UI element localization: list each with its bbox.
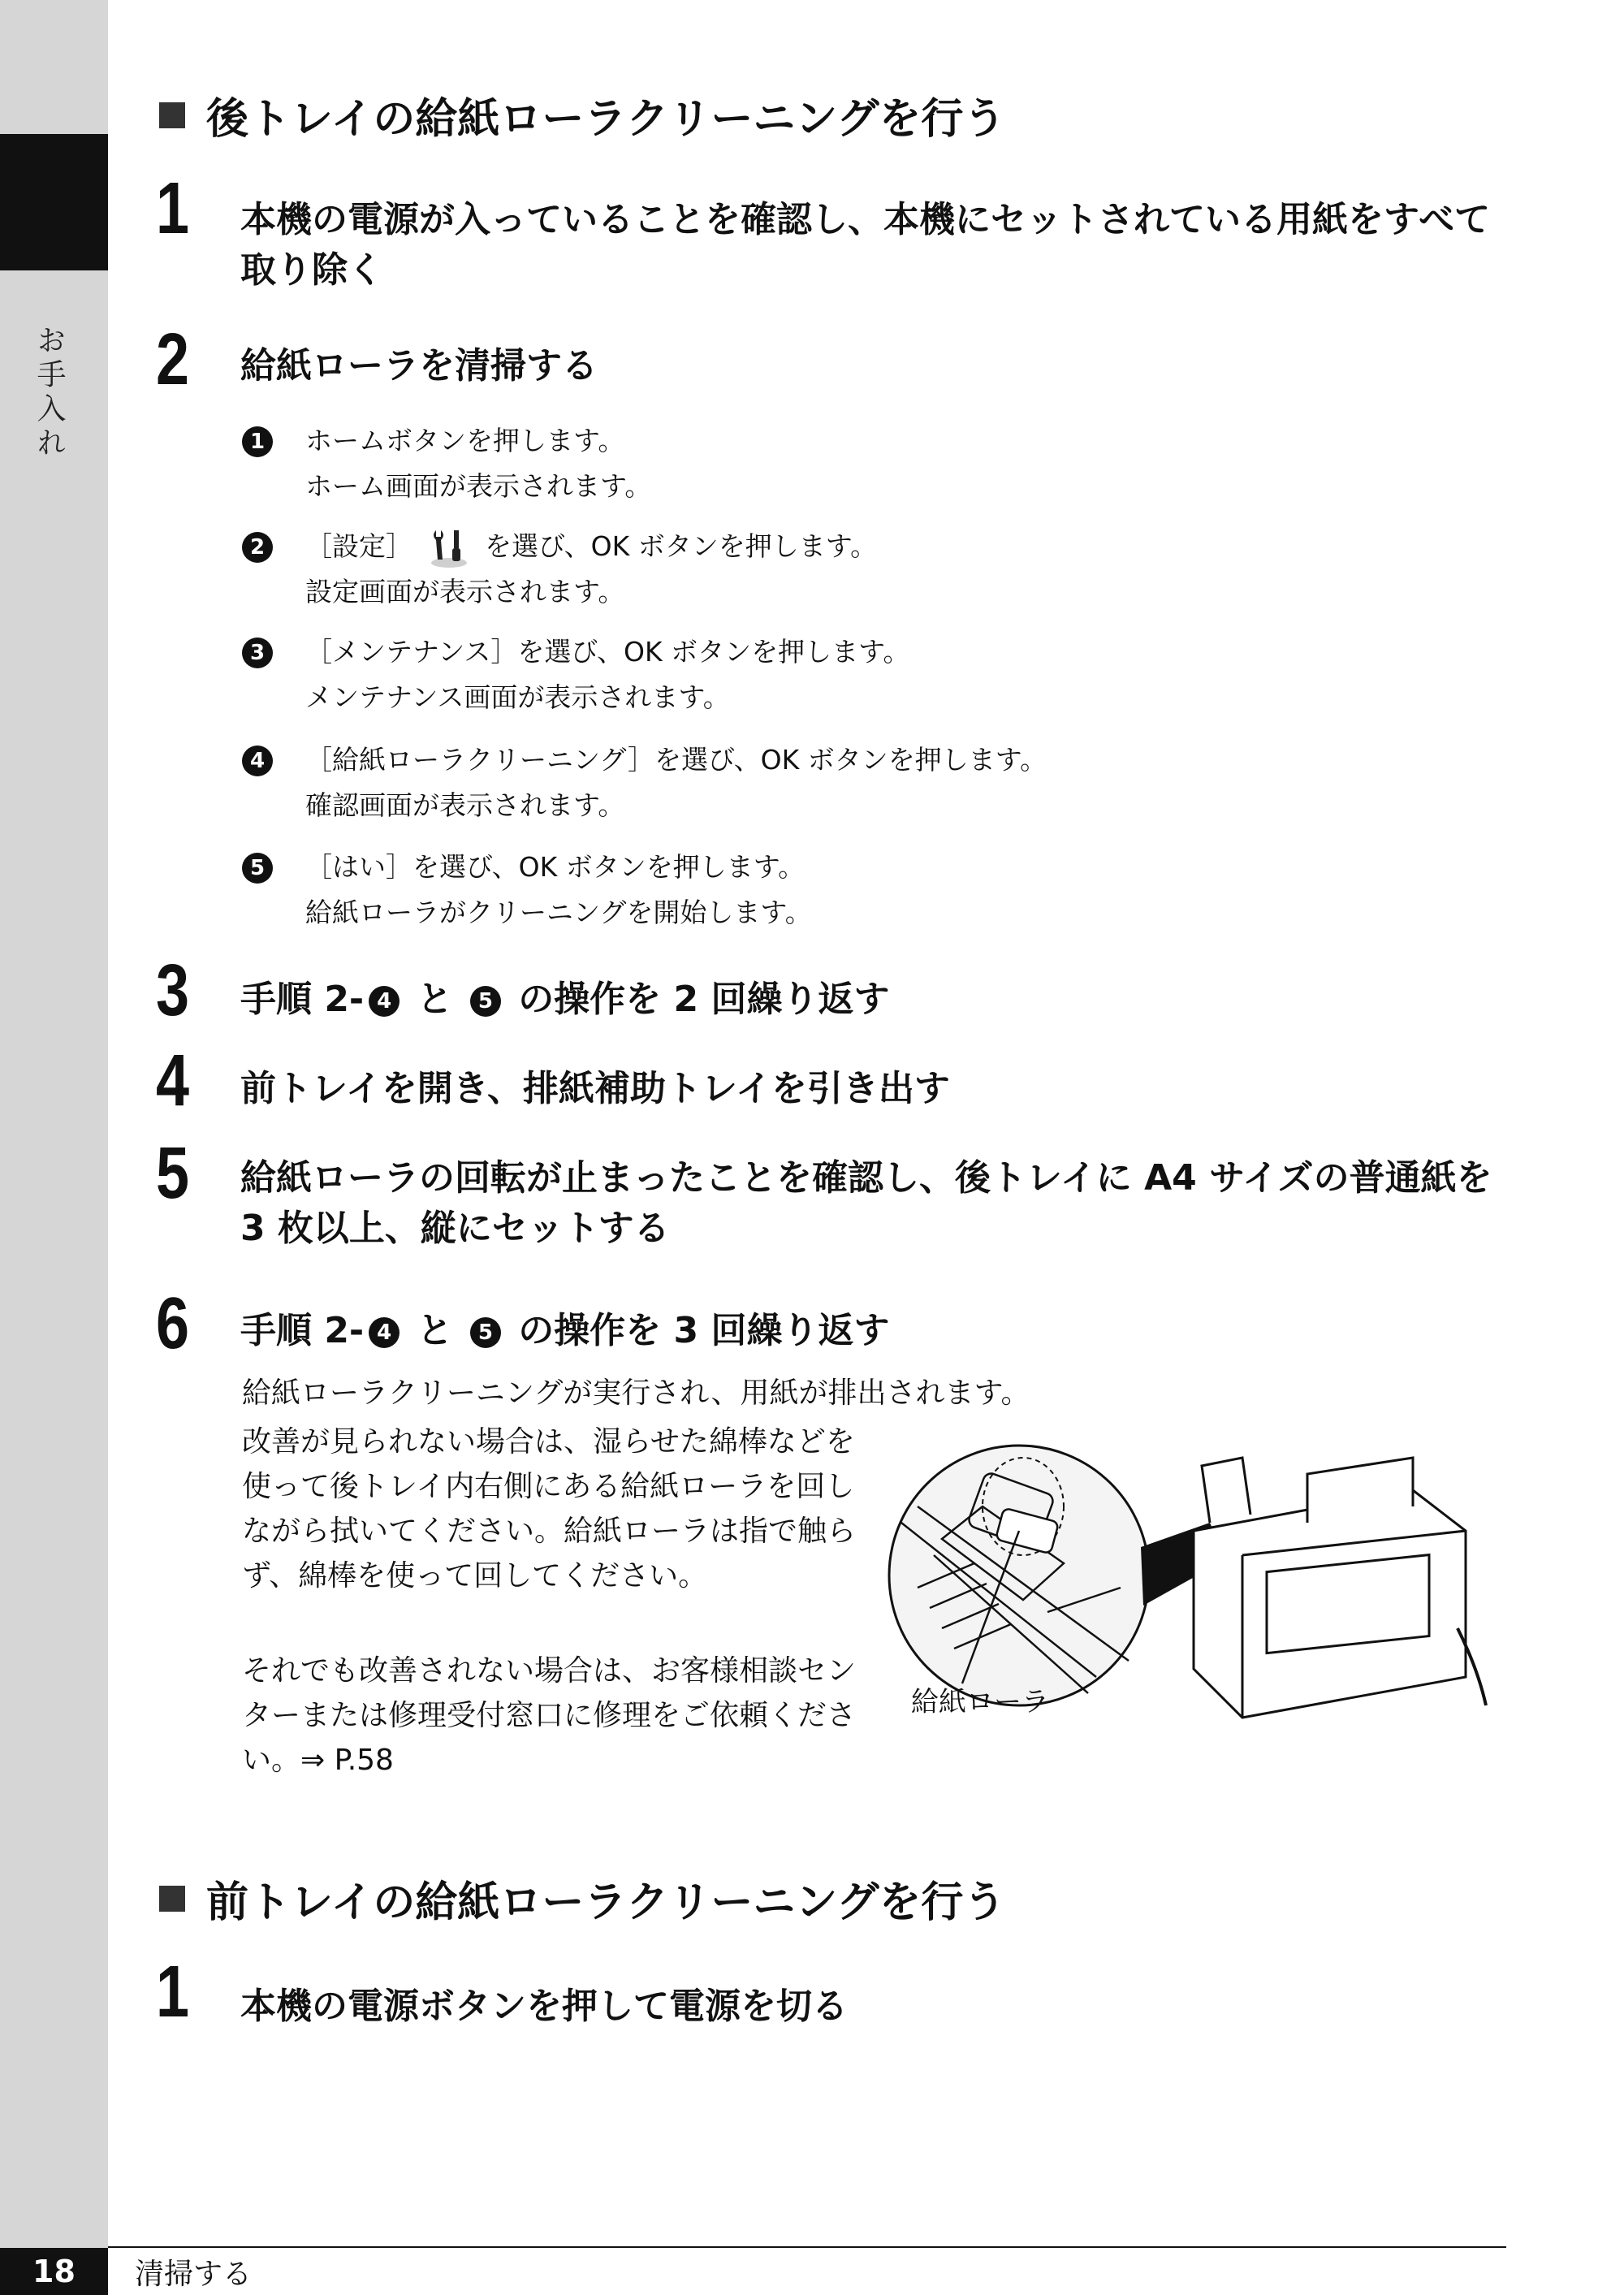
step-number: 6: [156, 1283, 190, 1364]
step-number: 3: [156, 950, 190, 1031]
step-text: 本機の電源が入っていることを確認し、本機にセットされている用紙をすべて取り除く: [240, 199, 1491, 291]
page-number: 18: [0, 2248, 108, 2295]
substep: 1 ホームボタンを押します。 ホーム画面が表示されます。: [242, 418, 651, 509]
step-text: 手順 2- 4 と 5 の操作を 2 回繰り返す: [240, 979, 890, 1020]
chapter-label: お手入れ: [32, 325, 66, 461]
step-marker-icon: 2: [242, 532, 273, 563]
step-marker-icon: 4: [369, 986, 400, 1017]
square-bullet-icon: [159, 1886, 185, 1912]
substep: 5 ［はい］を選び、OK ボタンを押します。 給紙ローラがクリーニングを開始します。: [242, 845, 812, 936]
section-heading-front-tray: 前トレイの給紙ローラクリーニングを行う: [159, 1868, 1005, 1929]
step-number: 4: [156, 1040, 190, 1122]
step-marker-icon: 5: [470, 986, 501, 1017]
step-number: 2: [156, 319, 190, 400]
substep: 3 ［メンテナンス］を選び、OK ボタンを押します。 メンテナンス画面が表示されます。: [242, 629, 910, 720]
step-marker-icon: 3: [242, 638, 273, 668]
step-number: 1: [156, 168, 190, 249]
step-text: 前トレイを開き、排紙補助トレイを引き出す: [240, 1068, 950, 1109]
step-text: 手順 2- 4 と 5 の操作を 3 回繰り返す: [240, 1310, 890, 1351]
figure-caption: 給紙ローラ: [911, 1686, 1049, 1718]
settings-tools-icon: [426, 527, 472, 569]
step-marker-icon: 1: [242, 426, 273, 457]
step-marker-icon: 4: [369, 1317, 400, 1348]
result-note: 給紙ローラクリーニングが実行され、用紙が排出されます。: [242, 1377, 1030, 1410]
chapter-tab: [0, 134, 108, 270]
section-heading-rear-tray: 後トレイの給紙ローラクリーニングを行う: [159, 84, 1005, 145]
square-bullet-icon: [159, 102, 185, 128]
footer-title: 清掃する: [135, 2258, 253, 2291]
substep: 2 ［設定］ を選び、OK ボタンを押します。 設定画面が表示されます。: [242, 524, 877, 615]
paragraph: それでも改善されない場合は、お客様相談センターまたは修理受付窓口に修理をご依頼ください。⇒ P.58: [242, 1654, 857, 1777]
step-marker-icon: 5: [470, 1317, 501, 1348]
step-text: 給紙ローラを清掃する: [240, 345, 598, 387]
step-number: 5: [156, 1133, 190, 1214]
paragraph: 改善が見られない場合は、湿らせた綿棒などを使って後トレイ内右側にある給紙ローラを回しながら拭いてください。給紙ローラは指で触らず、綿棒を使って回してください。: [242, 1425, 857, 1593]
step-number: 1: [156, 1951, 190, 2033]
substep: 4 ［給紙ローラクリーニング］を選び、OK ボタンを押します。 確認画面が表示されます。: [242, 737, 1047, 828]
step-text: 給紙ローラの回転が止まったことを確認し、後トレイに A4 サイズの普通紙を 3 枚以上、縦にセットする: [240, 1157, 1492, 1249]
step-text: 本機の電源ボタンを押して電源を切る: [240, 1986, 848, 2027]
step-marker-icon: 5: [242, 853, 273, 884]
footer-divider: [108, 2246, 1506, 2248]
step-marker-icon: 4: [242, 746, 273, 776]
